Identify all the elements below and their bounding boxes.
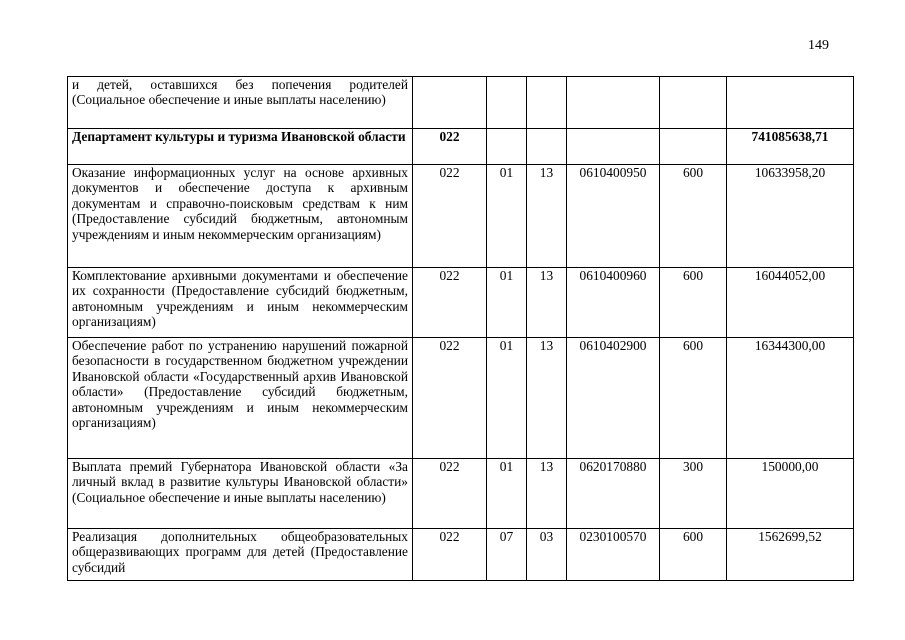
row-expense-type-code: 300 [660, 459, 727, 529]
row-admin-code [413, 77, 487, 129]
row-sum: 16344300,00 [727, 338, 854, 459]
row-section-code: 01 [487, 268, 527, 338]
row-section-code: 01 [487, 165, 527, 268]
row-admin-code: 022 [413, 268, 487, 338]
row-section-code: 01 [487, 338, 527, 459]
row-admin-code: 022 [413, 129, 487, 165]
row-expense-type-code: 600 [660, 268, 727, 338]
row-expense-type-code [660, 129, 727, 165]
row-name: Реализация дополнительных общеобразовательных общеразвивающих программ для детей (Предоставление субсидий [68, 529, 413, 581]
row-name: Оказание информационных услуг на основе архивных документов и обеспечение доступа к архивным документам и справочно-поисковым средствам к ним (Предоставление субсидий бюджетным, автономным учреждениям и иным некоммерческим организациям) [68, 165, 413, 268]
row-sum: 741085638,71 [727, 129, 854, 165]
row-sum: 150000,00 [727, 459, 854, 529]
page-number: 149 [808, 38, 829, 53]
row-admin-code: 022 [413, 338, 487, 459]
row-target-code: 0610400960 [567, 268, 660, 338]
row-target-code: 0230100570 [567, 529, 660, 581]
row-target-code: 0610402900 [567, 338, 660, 459]
row-section-code: 07 [487, 529, 527, 581]
table-row [68, 338, 854, 459]
row-expense-type-code [660, 77, 727, 129]
table-row [68, 268, 854, 338]
row-subsection-code: 03 [527, 529, 567, 581]
row-target-code: 0610400950 [567, 165, 660, 268]
row-subsection-code: 13 [527, 165, 567, 268]
row-section-code [487, 77, 527, 129]
row-admin-code: 022 [413, 529, 487, 581]
row-name: Выплата премий Губернатора Ивановской области «За личный вклад в развитие культуры Ивановской области» (Социальное обеспечение и иные выплаты населению) [68, 459, 413, 529]
row-admin-code: 022 [413, 459, 487, 529]
row-expense-type-code: 600 [660, 529, 727, 581]
row-section-code: 01 [487, 459, 527, 529]
row-target-code [567, 129, 660, 165]
row-sum: 10633958,20 [727, 165, 854, 268]
table-row [68, 77, 854, 129]
row-target-code: 0620170880 [567, 459, 660, 529]
table-row [68, 529, 854, 581]
row-subsection-code: 13 [527, 338, 567, 459]
row-name: Департамент культуры и туризма Ивановской области [68, 129, 413, 165]
row-name: Обеспечение работ по устранению нарушений пожарной безопасности в государственном бюджетном учреждении Ивановской области «Государственный архив Ивановской области» (Предоставление субсидий бюджетным, автономным учреждениям и иным некоммерческим организациям) [68, 338, 413, 459]
row-subsection-code [527, 129, 567, 165]
row-subsection-code: 13 [527, 268, 567, 338]
row-sum: 1562699,52 [727, 529, 854, 581]
row-expense-type-code: 600 [660, 165, 727, 268]
table-row [68, 459, 854, 529]
table-row [68, 129, 854, 165]
row-sum [727, 77, 854, 129]
row-expense-type-code: 600 [660, 338, 727, 459]
row-sum: 16044052,00 [727, 268, 854, 338]
row-subsection-code: 13 [527, 459, 567, 529]
row-section-code [487, 129, 527, 165]
row-target-code [567, 77, 660, 129]
row-subsection-code [527, 77, 567, 129]
table-row [68, 165, 854, 268]
budget-table [67, 76, 854, 581]
row-name: Комплектование архивными документами и обеспечение их сохранности (Предоставление субсидий бюджетным, автономным учреждениям и иным некоммерческим организациям) [68, 268, 413, 338]
row-name: и детей, оставшихся без попечения родителей (Социальное обеспечение и иные выплаты населению) [68, 77, 413, 129]
row-admin-code: 022 [413, 165, 487, 268]
